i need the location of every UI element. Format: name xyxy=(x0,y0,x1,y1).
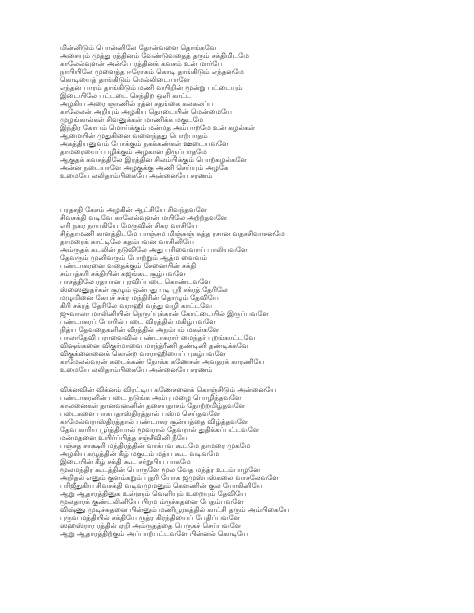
verse-line: பண்டாசுரப் போரில் படை விரத்தில் மகிழ்பவளே xyxy=(60,318,216,326)
verse-line: விஷங்கனை விகுர்மாவை மாந்த்ரீணி தண்டினி தண்டிக்கவே xyxy=(60,342,249,350)
verse-line: சிந்தாமணி காளத்திடமே பாஞ்சம மிஞ்சுஞ் சுத்த ரசான வதசசிவாசனமே xyxy=(60,230,285,238)
verse-line: அன்ன நடையாளே அழகுக்கு அணி செய்யும் அழகே xyxy=(60,164,229,172)
verse-line: பாசத்திலே ரதயான புரவிப்படை கொண்டவளே xyxy=(60,278,211,286)
verse-line: தேவ காரிய பூர்த்தியால் மூவரால் தேவரால் துதிக்கப்பட்டவளே xyxy=(60,426,260,434)
verse-line: அம்ருதக் கடலின் நடுவிலே அது பரிவைவாய் பாலியவளே xyxy=(60,246,248,254)
verse-line: பண்டாசுரனின் படை நடுங்க அம்பு மழை பொழிந்தவளே xyxy=(60,394,242,402)
verse-line: ஆறு ஆதாரத்திற்கும் அப்பாற்பட்டவளே பின்னல் கொடியே xyxy=(60,530,249,538)
verse-line: தாமரைக் காட்டிலே கதம்பவன வாசினியே xyxy=(60,238,194,246)
verse-line: தாமரையைப் பழிக்கும் அழகான திருப்பாதமே xyxy=(60,148,207,156)
verse-line: அசையும் முத்து ரத்தினம் வேண்டுவதைத் தரும் சக்திமிடமே xyxy=(60,52,249,60)
verse-line: முழங்கால்கள் சிவனுக்கள் மாணிக்க மகுடமே xyxy=(60,116,204,124)
verse-line: கிரி சக்ரத் தேரிலே வராஹி வந்து வழி காட்டவே xyxy=(60,302,212,310)
verse-line: கொடியைத் தாங்கிடும் மெல்லிடையாளே xyxy=(60,76,190,84)
verse-line: பரிஜீதுகிய சிவசக்தி வடிவமுமனும் கௌணின் குல யோகினியே xyxy=(60,482,263,490)
verse-line: புருவ மத்தியில் சக்தியே ருத்ர கிரந்தியைப் பேதிப்பவளே xyxy=(60,514,240,522)
verse-line: எரி நகர நாயகியே மேருவின் சிகர வாசியே xyxy=(60,222,198,230)
verse-line: காலேலன் அறியும் அழகிய தொடையின் மென்மையே xyxy=(60,108,232,116)
verse-line: காலேல்வுளன் அன்பே ரத்தினக் கவசம் உன் மார்பே xyxy=(60,60,223,68)
verse-line: படைகளை பாசுபதாஸ்திரத்தால் பஸ்ம செய்தவளே xyxy=(60,410,221,418)
stanza-3 xyxy=(60,386,460,538)
verse-line: ஆகுதக் கவசத்திலே இரத்தின சிலம்பிக்கும் பொற்கழல்களே xyxy=(60,156,247,164)
refrain-line: உமையே லலிதாம்பிகையே அன்னையே சரணம் xyxy=(60,172,213,180)
verse-line: விஷ்ணு முடிச்சுதனை பின்னும் மணிபூரகத்தில் காட்சி தரும் அம்பிகையே xyxy=(60,506,290,514)
verse-line: அழகிய அரை ஞாணில் ரத்ன சதங்கை கலகலப்ப xyxy=(60,100,214,108)
verse-line: இந்திர கோபம் மொய்க்கும் மன்மத அம்பாறமே உன் கழல்கள் xyxy=(60,124,256,132)
verse-line: தேவரும் முனிவரும் போற்றும் ஆத்ம வைவம் xyxy=(60,254,207,262)
verse-line: காமேலல்வரன் கடைக்கண் நோக்க கணேசன் அவதரக் காரணியே xyxy=(60,358,265,366)
verse-line: அகத்தியனுவம் போக்கும் நகக்கண்கள் ஊடையவளே xyxy=(60,140,229,148)
verse-line: விகுக்னைனைக் கொன்ற வாராஹியைப் புகழ்பவளே xyxy=(60,350,226,358)
verse-line: எந்தன பாரம் தாங்கிடும் மணி வயிறின் மூன்று பட்டையும் xyxy=(60,84,243,92)
verse-line: நாபியிலே முளைத்த ஈரோகம் கொடி தாங்கிடும் எந்தனமே xyxy=(60,68,244,76)
verse-line: மன்மதனை உயிர்ப்பித்த சஞ்சீவினி நீயே xyxy=(60,434,188,442)
verse-line: அழகிய கழுத்தின் கீழ் மகுடம் மத்ய கூட வடிவமே xyxy=(60,450,220,458)
verse-line: பாலாதேவி பராவைவில் பண்டாசுரார் மைந்தர் புறங்காட்டவே xyxy=(60,334,256,342)
verse-line: பரதசதி கேசம் அழகின் ஆட்சியே சிவந்தவளே xyxy=(60,206,207,214)
stanza-2 xyxy=(60,206,460,374)
verse-line: ஆமையின் முதுகினை வளைந்தது பொற்பாதம் xyxy=(60,132,208,140)
verse-line: நித்ய தேவதைகளின் வீரத்தில் அநம்பம் மகள்களே xyxy=(60,326,220,334)
verse-line: சம்பத்கரி சக்தியின் கஜங்கட சூழ்பவளே xyxy=(60,270,186,278)
verse-line: ஆறு ஆதாரத்தினுக உள்ளும் வெளியும் உறையும் தேவியே xyxy=(60,490,247,498)
verse-line: மின்னிடும் பொன்னிலே தோன்வளை தொங்கவே xyxy=(60,44,217,52)
verse-line: இடையின் கீழ் சக்தி கூட சர்றுபிய பாகமே xyxy=(60,458,191,466)
verse-line: இடையிலே பட்டடை செந்திற ஒளி காட்ட xyxy=(60,92,192,100)
verse-line: ஜுவாலா மாலினியின் நெருப்புக்கான் கோட்டையில் இருப்பவளே xyxy=(60,310,269,318)
refrain-line: உமையே லலிதாம்பிகையே அன்னையே சரணம் xyxy=(60,366,213,374)
verse-line: மழுமினை கேயச் சக்ர மந்திரின் தொழும் தேவியே xyxy=(60,294,219,302)
verse-line: ஸ்ஸைனுதர்கள் சூழும் ஒன்பது படி ஸ்ரீ சக்ரத் தேரிலே xyxy=(60,286,228,294)
stanza-1 xyxy=(60,44,460,180)
verse-line: அறிதல் எனும் குளம்கறும் புதரி யோக ஜமுஸ்பஸ்கலை வாசலேவளே xyxy=(60,474,279,482)
verse-line: ஸஹஸ்ரார ரத்தில் ஏறி அம்ருதத்தை பெருகச் செய்பவளே xyxy=(60,522,242,530)
verse-line: பண்டாசுரனை வதைக்கும் சேனையின் சக்தி xyxy=(60,262,197,270)
verse-line: விக்னவின் விக்னம் விரட்டிய கணேசனைக் கொஞ்சிடும் அன்னையே xyxy=(60,386,277,394)
verse-line: காமேல்வராஸ்திரத்தால் பண்டாசுர சூன்யத்தை விழ்த்தவளே xyxy=(60,418,249,426)
verse-line: சிவசக்தி வடிவே காலேல்வுளன் மயிலே அற்ற்தவளே xyxy=(60,214,228,222)
verse-line: பஞ்சத சாக்ஷரி மந்திரத்தின் வாக்பவ கூடமே தாமரை முகமே xyxy=(60,442,251,450)
verse-line: காலனைகள் தானவனனின் தசையதாசம் தோற்றமிழ்தவளே xyxy=(60,402,246,410)
verse-line: மூலமந்திர கூடத்தின் பொருளே மூல வேத மந்த்ர உடம்பாழனே xyxy=(60,466,261,474)
verse-line: மூலதாரக் குண்டலினியே பிரம ம்ருச்சுதனை பேதம்பவளே xyxy=(60,498,244,506)
